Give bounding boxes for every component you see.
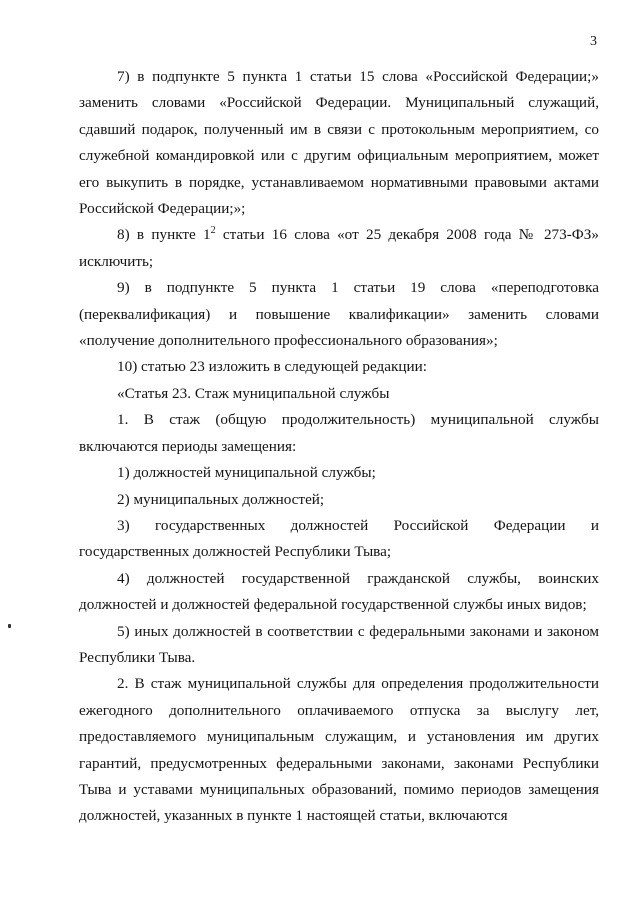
- list-item-2: 2) муниципальных должностей;: [117, 490, 325, 508]
- article-23-heading: «Статья 23. Стаж муниципальной службы: [117, 384, 390, 402]
- list-item-3: 3) государственных должностей Российской Федерации и государственных должностей Республики Тыва;: [79, 516, 599, 561]
- article-23-part-1: 1. В стаж (общую продолжительность) муниципальной службы включаются периоды замещения:: [79, 411, 599, 455]
- paragraph-item-9: 9) в подпункте 5 пункта 1 статьи 19 слова «переподготовка (переквалификация) и повышение квалификации» заменить словами «получение дополнительного профессионального образования»;: [79, 279, 599, 350]
- article-23-part-2: 2. В стаж муниципальной службы для определения продолжительности ежегодного дополнительного оплачиваемого отпуска за выслугу лет, предоставляемого муниципальным служащим, и установления им других гарантий, предусмотренных федеральными законами, законами Республики Тыва и уставами муниципальных образований, помимо периодов замещения должностей, указанных в пункте 1 настоящей статьи, включаются: [79, 675, 599, 825]
- item-8-text-before: 8) в пункте 1: [117, 226, 211, 244]
- paragraph-item-7: 7) в подпункте 5 пункта 1 статьи 15 слова «Российской Федерации;» заменить словами «Российской Федерации. Муниципальный служащий, сдавший подарок, полученный им в связи с протокольным мероприятием, со служебной командировкой или с другим официальным мероприятием, может его выкупить в порядке, устанавливаемом нормативными правовыми актами Российской Федерации;»;: [79, 68, 599, 218]
- paragraph-item-8: [79, 222, 599, 275]
- list-item-4: 4) должностей государственной гражданской службы, воинских должностей и должностей федеральной государственной службы иных видов;: [79, 569, 599, 614]
- list-item-1: 1) должностей муниципальной службы;: [117, 464, 376, 482]
- item-8-text-after: статьи 16 слова «от 25 декабря 2008 года № 273-ФЗ» исключить;: [79, 226, 599, 270]
- list-item-5: 5) иных должностей в соответствии с федеральными законами и законом Республики Тыва.: [79, 622, 599, 666]
- scan-mark: [8, 624, 11, 628]
- paragraph-item-10: 10) статью 23 изложить в следующей редакции:: [117, 358, 427, 376]
- page-number: 3: [590, 34, 597, 49]
- document-body: [79, 64, 599, 830]
- item-8-superscript: 2: [210, 225, 216, 237]
